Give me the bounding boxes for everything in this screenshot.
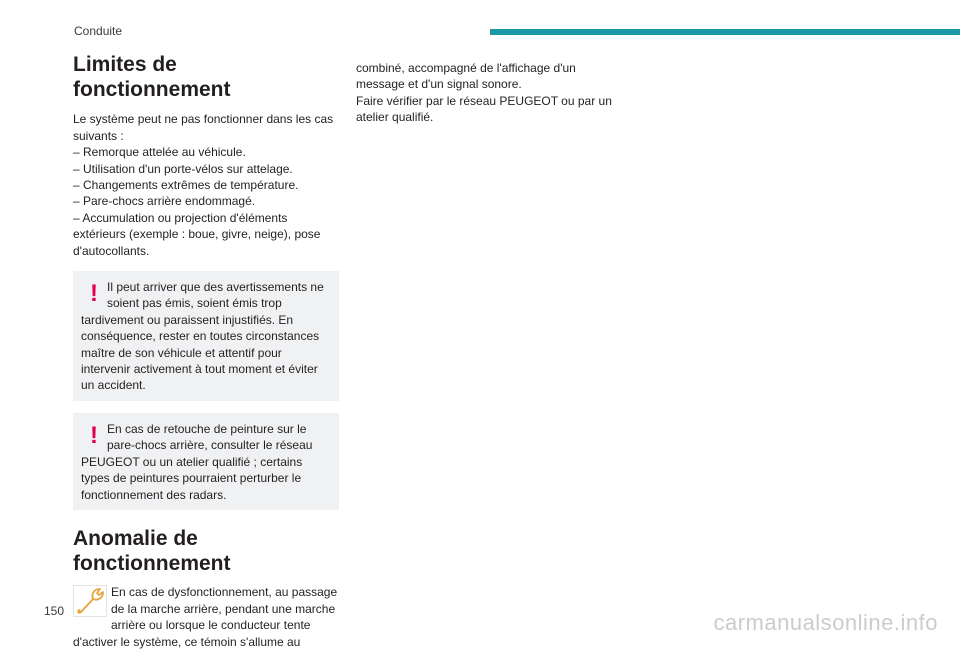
anomaly-text: En cas de dysfonctionnement, au passage de la marche arrière, pendant une marche arrière ou lorsque le conducteur tente d'activer le système, ce témoin s'allume au bbox=[73, 585, 338, 649]
limits-item: – Accumulation ou projection d'éléments extérieurs (exemple : boue, givre, neige), pose d'autocollants. bbox=[73, 210, 321, 258]
left-column bbox=[73, 52, 339, 650]
page-header-title: Conduite bbox=[74, 24, 123, 38]
limits-item: – Changements extrêmes de température. bbox=[73, 178, 299, 192]
right-text-line: combiné, accompagné de l'affichage d'un bbox=[356, 61, 576, 75]
anomaly-block bbox=[73, 584, 339, 650]
section-title-line2: fonctionnement bbox=[73, 552, 231, 576]
warning-text-alerts: Il peut arriver que des avertissements ne soient pas émis, soient émis trop tardivement ou paraissent injustifiés. En conséquence, rester en toutes circonstances maître de son véhicule et attentif pour intervenir activement à tout moment et éviter un accident. bbox=[81, 280, 324, 393]
warning-box-alerts bbox=[73, 271, 339, 401]
section-title-anomalie bbox=[73, 526, 339, 576]
section-title-line1: Anomalie de bbox=[73, 526, 198, 550]
limits-item: – Utilisation d'un porte-vélos sur attelage. bbox=[73, 161, 293, 176]
limits-item: – Remorque attelée au véhicule. bbox=[73, 145, 246, 160]
limits-intro: Le système peut ne pas fonctionner dans les cas suivants : bbox=[73, 112, 334, 143]
anomaly-text-wrapper bbox=[73, 584, 339, 650]
right-text-line: message et d'un signal sonore. bbox=[356, 77, 522, 92]
limits-paragraph bbox=[73, 111, 339, 259]
page-number: 150 bbox=[44, 604, 65, 618]
limits-item: – Pare-chocs arrière endommagé. bbox=[73, 194, 256, 209]
right-text-line: Faire vérifier par le réseau PEUGEOT ou par un bbox=[356, 93, 612, 108]
watermark-text: carmanualsonline.info bbox=[713, 610, 938, 635]
right-text-line: atelier qualifié. bbox=[356, 110, 434, 125]
right-column bbox=[356, 60, 618, 126]
warning-box-paint bbox=[73, 413, 339, 510]
header-accent-bar bbox=[490, 29, 960, 35]
wrench-service-icon bbox=[73, 585, 107, 617]
section-title-limites: Limites de fonctionnement bbox=[73, 53, 231, 102]
warning-exclamation-icon: ! bbox=[90, 280, 98, 308]
warning-exclamation-icon: ! bbox=[90, 421, 98, 449]
warning-text-paint: En cas de retouche de peinture sur le pare-chocs arrière, consulter le réseau PEUGEOT ou un atelier qualifié ; certains types de peintures pourraient perturber le fonctionnement des radars. bbox=[81, 421, 313, 502]
